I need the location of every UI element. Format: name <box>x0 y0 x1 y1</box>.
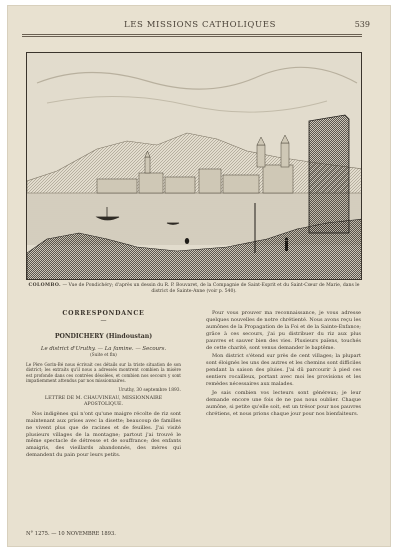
mission-subheading: PONDICHERY (Hindoustan) <box>54 333 153 340</box>
caption-label: COLOMBO. <box>28 283 61 288</box>
paragraph-3: Mon district s'étend sur près de cent villages; la plupart sont éloignés les uns des autres et les chemins sont difficiles pendant la saison des pluies. J'ai dû parcourir à pied ces sentiers rocailleux, portant avec moi les provisions et les remèdes nécessaires aux malades. <box>206 353 361 388</box>
running-header <box>30 18 370 32</box>
left-column <box>26 310 181 459</box>
letter-title: Le district d'Uruthy. — La famine. — Secours. <box>40 346 167 352</box>
paragraph-1: Nos indigènes qui n'ont qu'une maigre récolte de riz sont maintenant aux prises avec la disette; beaucoup de familles ne vivent plus que de racines et de feuilles. J'ai visité plusieurs villages de la montagne; partout j'ai trouvé le même spectacle de détresse et de souffrance; des enfants amaigris, des vieillards abandonnés, des mères qui demandent du pain pour leurs petits. <box>26 410 181 459</box>
header-rule-thin <box>22 36 362 37</box>
paragraph-4: Je sais combien vos lecteurs sont généreux; je leur demande encore une fois de ne pas nous oublier. Chaque aumône, si petite qu'elle soit, est un trésor pour nos pauvres chrétiens, et nous prions chaque jour pour nos bienfaiteurs. <box>206 389 361 417</box>
tower-ruin <box>309 115 349 233</box>
letter-addressee: LETTRE DE M. CHAUVINEAU, MISSIONNAIRE APOSTOLIQUE. <box>44 395 163 408</box>
heading-dash: — <box>100 317 107 324</box>
harbor-view-engraving <box>27 53 362 280</box>
dateline: Uruthy, 30 septembre 1893. <box>118 387 181 393</box>
paragraph-2: Pour vous prouver ma reconnaissance, je vous adresse quelques nouvelles de notre chrétienté. Nous avons reçu les aumônes de la Propagation de la Foi et de la Sainte-Enfance; grâce à ces secours, j'ai pu distribuer du riz aux plus pauvres et sauver bien des vies. Plusieurs païens, touchés de cette charité, sont venus demander le baptême. <box>206 310 361 351</box>
letter-title-note: (Suite et fin) <box>90 352 117 357</box>
engraving-illustration <box>26 52 362 280</box>
section-heading: CORRESPONDANCE <box>62 310 145 317</box>
intro-paragraph: Le Père Gorin-Bé nous écrivait ces détails sur la triste situation de son district; les extraits qu'il nous a adressés montrent combien la misère est profonde dans ces contrées désolées, et combien nos secours y sont impatiemment attendus par nos missionnaires. <box>26 361 181 384</box>
journal-title: LES MISSIONS CATHOLIQUES <box>123 20 276 30</box>
page-number: 539 <box>354 20 370 29</box>
figure-caption <box>28 283 360 296</box>
caption-text: — Vue de Pondichéry; d'après un dessin du R. P. Bouvaret, de la Compagnie de Saint-Esprit et du Saint-Cœur de Marie, dans le district de Sainte-Anne (voir p. 540). <box>62 283 360 295</box>
issue-footer: N° 1275. — 10 NOVEMBRE 1893. <box>26 531 116 537</box>
header-rule <box>22 34 362 35</box>
right-column <box>206 310 361 418</box>
